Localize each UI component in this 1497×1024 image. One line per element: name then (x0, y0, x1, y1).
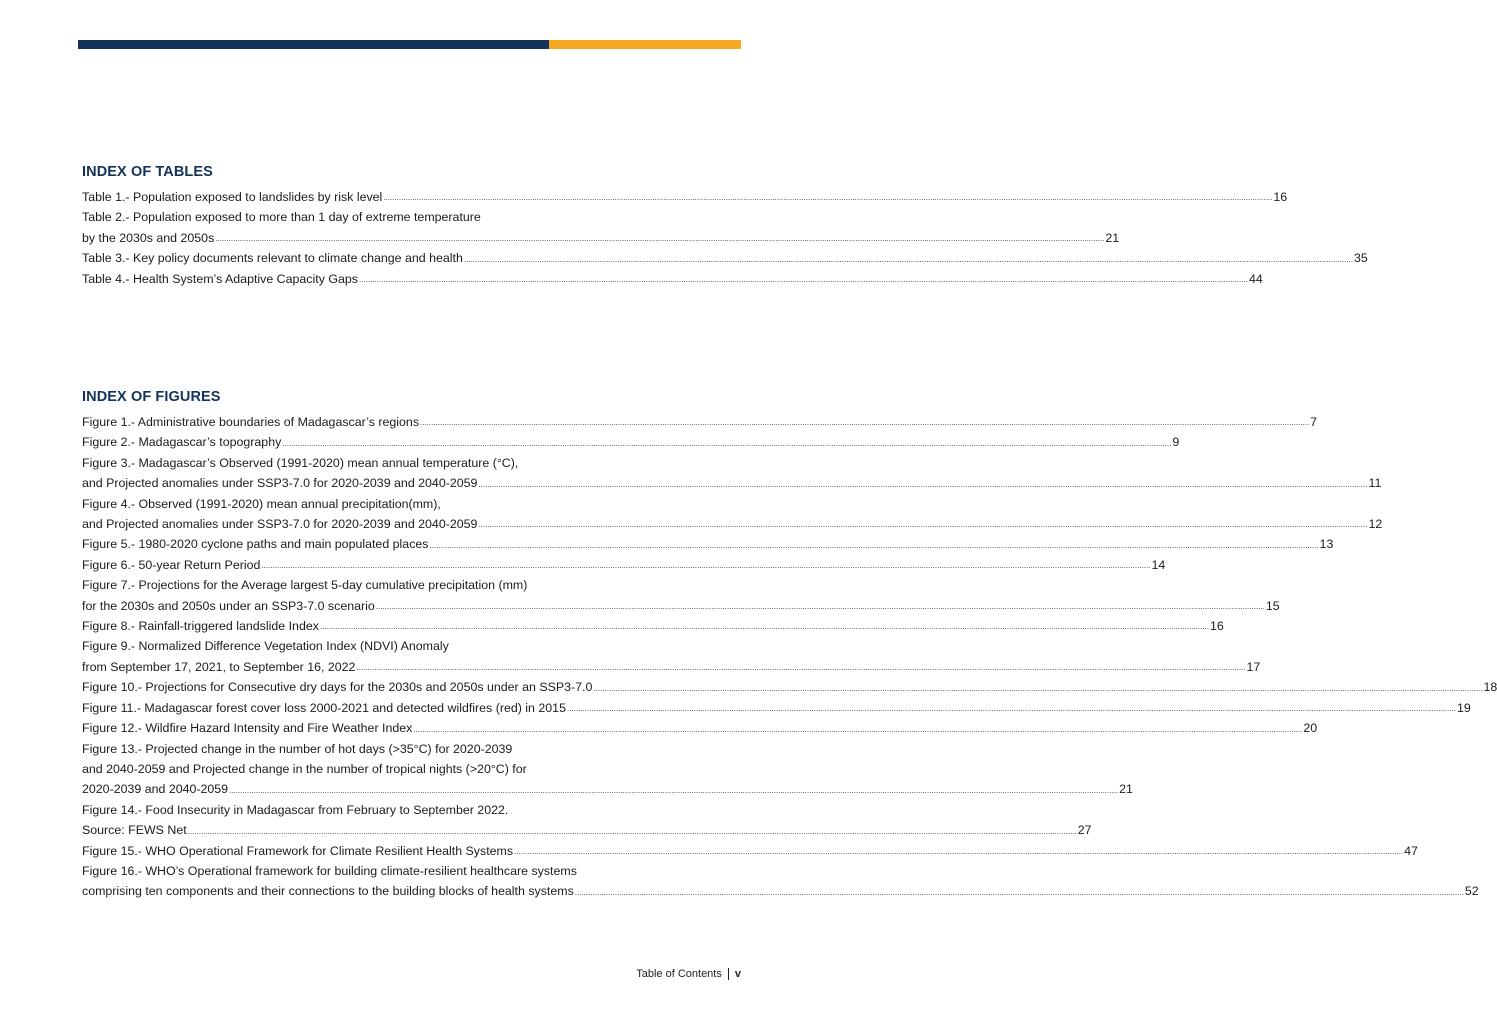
dot-leader: ................................................................................................................................................................................................................................................................................................................................................................................................................ (229, 785, 1119, 795)
toc-page-number: 44 (1249, 271, 1263, 286)
toc-entry-text: Figure 14.- Food Insecurity in Madagascar from February to September 2022. (82, 802, 509, 817)
toc-entry-text: and 2040-2059 and Projected change in the number of tropical nights (>20°C) for (82, 761, 527, 776)
toc-entry-text: Figure 3.- Madagascar’s Observed (1991-2020) mean annual temperature (°C), (82, 455, 519, 470)
toc-entry-text: Table 4.- Health System’s Adaptive Capacity Gaps (82, 271, 358, 286)
header-color-bar (78, 40, 741, 49)
dot-leader: ................................................................................................................................................................................................................................................................................................................................................................................................................ (319, 622, 1209, 632)
header-bar-gold-segment (549, 40, 741, 49)
dot-leader: ................................................................................................................................................................................................................................................................................................................................................................................................................ (478, 479, 1368, 489)
dot-leader: ................................................................................................................................................................................................................................................................................................................................................................................................................ (420, 418, 1310, 428)
toc-page-number: 19 (1457, 700, 1471, 715)
dot-leader: ................................................................................................................................................................................................................................................................................................................................................................................................................ (463, 254, 1353, 264)
toc-entry-text: Figure 15.- WHO Operational Framework for Climate Resilient Health Systems (82, 843, 514, 858)
page-footer (636, 968, 741, 980)
toc-page-number: 11 (1368, 476, 1382, 491)
toc-page-number: 52 (1464, 884, 1479, 899)
toc-entry[interactable] (82, 453, 1382, 494)
toc-entry-text: from September 17, 2021, to September 16, 2022 (82, 659, 356, 674)
toc-entry[interactable] (82, 555, 1166, 575)
dot-leader: ................................................................................................................................................................................................................................................................................................................................................................................................................ (574, 887, 1464, 897)
dot-leader: ................................................................................................................................................................................................................................................................................................................................................................................................................ (261, 561, 1151, 571)
toc-entry-text: Figure 12.- Wildfire Hazard Intensity and Fire Weather Index (82, 721, 413, 736)
toc-entry-text: Figure 11.- Madagascar forest cover loss 2000-2021 and detected wildfires (red) in 2015 (82, 700, 566, 715)
dot-leader: ................................................................................................................................................................................................................................................................................................................................................................................................................ (478, 520, 1368, 530)
dot-leader: ................................................................................................................................................................................................................................................................................................................................................................................................................ (429, 540, 1319, 550)
toc-entry-text: Figure 13.- Projected change in the number of hot days (>35°C) for 2020-2039 (82, 741, 513, 756)
toc-entry-text: Figure 5.- 1980-2020 cyclone paths and main populated places (82, 537, 429, 552)
toc-entry-text: and Projected anomalies under SSP3-7.0 for 2020-2039 and 2040-2059 (82, 476, 478, 491)
toc-entry-text: Figure 9.- Normalized Difference Vegetation Index (NDVI) Anomaly (82, 639, 449, 654)
toc-entry-text: Figure 7.- Projections for the Average largest 5-day cumulative precipitation (mm) (82, 578, 528, 593)
toc-entry-text: for the 2030s and 2050s under an SSP3-7.0 scenario (82, 598, 375, 613)
toc-page-number: 47 (1404, 843, 1418, 858)
toc-page-number: 17 (1246, 659, 1261, 674)
toc-page-number: 16 (1273, 190, 1288, 204)
toc-entry[interactable] (82, 677, 1497, 697)
dot-leader: ................................................................................................................................................................................................................................................................................................................................................................................................................ (514, 846, 1404, 856)
dot-leader: ................................................................................................................................................................................................................................................................................................................................................................................................................ (356, 663, 1246, 673)
dot-leader: ................................................................................................................................................................................................................................................................................................................................................................................................................ (375, 602, 1265, 612)
toc-entry-text: Table 2.- Population exposed to more than 1 day of extreme temperature (82, 210, 481, 225)
toc-entry[interactable] (82, 861, 1479, 902)
toc-entry[interactable] (82, 616, 1224, 636)
toc-entry-text: Figure 4.- Observed (1991-2020) mean annual precipitation(mm), (82, 496, 441, 511)
toc-page-number: 7 (1310, 415, 1317, 429)
toc-entry[interactable] (82, 800, 1092, 841)
toc-entry-text: 2020-2039 and 2040-2059 (82, 782, 229, 797)
toc-page-number: 27 (1077, 823, 1092, 838)
toc-page-number: 20 (1303, 721, 1318, 736)
toc-entry-text: Figure 10.- Projections for Consecutive dry days for the 2030s and 2050s under an SSP3-7.0 (82, 680, 593, 695)
toc-entry[interactable] (82, 432, 1180, 452)
dot-leader: ................................................................................................................................................................................................................................................................................................................................................................................................................ (282, 438, 1172, 448)
dot-leader: ................................................................................................................................................................................................................................................................................................................................................................................................................ (593, 683, 1483, 693)
toc-entry[interactable] (82, 187, 1288, 207)
tables-list (82, 187, 1368, 289)
toc-page-number: 14 (1151, 557, 1166, 572)
toc-entry[interactable] (82, 718, 1318, 738)
toc-entry[interactable] (82, 534, 1334, 554)
toc-entry[interactable] (82, 248, 1368, 268)
toc-entry[interactable] (82, 494, 1383, 535)
dot-leader: ................................................................................................................................................................................................................................................................................................................................................................................................................ (187, 826, 1077, 836)
dot-leader: ................................................................................................................................................................................................................................................................................................................................................................................................................ (566, 704, 1457, 714)
toc-page-number: 16 (1210, 619, 1224, 634)
toc-entry-text: Figure 2.- Madagascar’s topography (82, 435, 282, 450)
toc-entry[interactable] (82, 207, 1120, 248)
toc-page-number: 12 (1368, 517, 1383, 532)
toc-page-number: 21 (1105, 230, 1120, 245)
dot-leader: ................................................................................................................................................................................................................................................................................................................................................................................................................ (413, 724, 1303, 734)
index-of-tables-title: INDEX OF TABLES (82, 164, 213, 180)
toc-entry[interactable] (82, 575, 1280, 616)
toc-entry-text: Source: FEWS Net (82, 823, 187, 838)
toc-entry[interactable] (82, 841, 1418, 861)
toc-page-number: 13 (1319, 537, 1334, 552)
toc-entry[interactable] (82, 698, 1471, 718)
toc-entry-text: Table 1.- Population exposed to landslides by risk level (82, 190, 383, 204)
toc-page-number: 21 (1119, 782, 1133, 797)
dot-leader: ................................................................................................................................................................................................................................................................................................................................................................................................................ (215, 234, 1105, 244)
index-of-figures (82, 389, 1497, 902)
toc-entry[interactable] (82, 269, 1263, 289)
toc-page-number: 35 (1353, 251, 1368, 266)
footer-separator (728, 968, 729, 980)
toc-page-number: 9 (1172, 435, 1180, 450)
toc-entry-text: and Projected anomalies under SSP3-7.0 for 2020-2039 and 2040-2059 (82, 517, 478, 532)
figures-list (82, 412, 1497, 902)
toc-entry-text: Table 3.- Key policy documents relevant to climate change and health (82, 251, 463, 266)
footer-label: Table of Contents (636, 968, 722, 980)
header-bar-navy-segment (78, 40, 549, 49)
dot-leader: ................................................................................................................................................................................................................................................................................................................................................................................................................ (383, 193, 1273, 203)
index-of-tables (82, 164, 1368, 289)
toc-entry-text: Figure 1.- Administrative boundaries of Madagascar’s regions (82, 415, 420, 429)
dot-leader: ................................................................................................................................................................................................................................................................................................................................................................................................................ (358, 275, 1249, 285)
toc-entry[interactable] (82, 636, 1261, 677)
toc-entry-text: Figure 6.- 50-year Return Period (82, 557, 261, 572)
toc-entry[interactable] (82, 739, 1133, 800)
toc-page-number: 18 (1483, 680, 1497, 695)
toc-entry[interactable] (82, 412, 1317, 432)
footer-page-number: v (734, 968, 741, 980)
toc-entry-text: Figure 16.- WHO’s Operational framework for building climate-resilient healthcare systems (82, 863, 577, 878)
index-of-figures-title: INDEX OF FIGURES (82, 389, 221, 405)
toc-entry-text: Figure 8.- Rainfall-triggered landslide Index (82, 619, 319, 634)
toc-entry-text: comprising ten components and their connections to the building blocks of health systems (82, 884, 574, 899)
toc-page-number: 15 (1265, 598, 1280, 613)
toc-entry-text: by the 2030s and 2050s (82, 230, 215, 245)
